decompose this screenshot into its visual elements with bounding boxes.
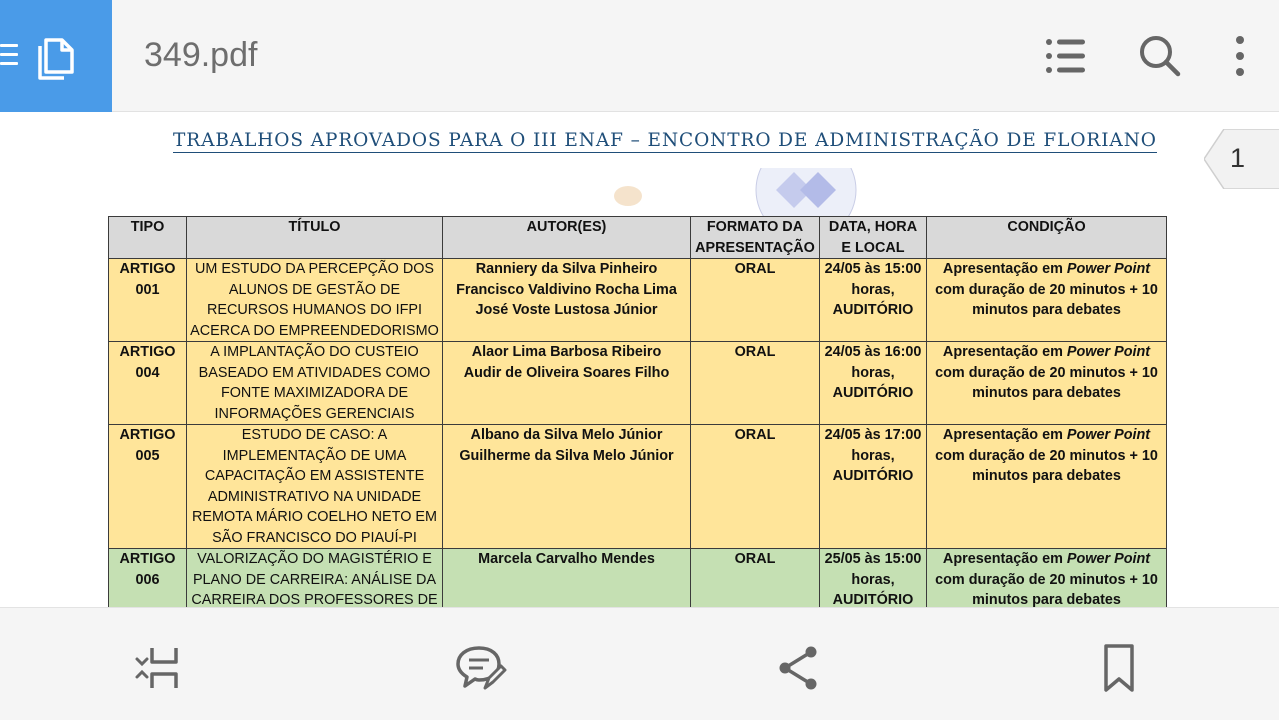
condition-software: Power Point — [1066, 551, 1151, 567]
header-titulo: TÍTULO — [187, 217, 443, 259]
navigation-drawer-button[interactable] — [0, 0, 112, 112]
menu-icon[interactable] — [0, 44, 18, 68]
share-icon[interactable] — [775, 644, 823, 692]
cell-tipo: ARTIGO 004 — [109, 342, 187, 425]
author-name: Ranniery da Silva Pinheiro — [475, 261, 658, 277]
fit-page-icon[interactable] — [134, 644, 182, 692]
cell-tipo: ARTIGO 001 — [109, 259, 187, 342]
cell-formato: ORAL — [691, 342, 820, 425]
header-tipo: TIPO — [109, 217, 187, 259]
cell-formato: ORAL — [691, 549, 820, 608]
cell-titulo: ESTUDO DE CASO: A IMPLEMENTAÇÃO DE UMA CAPACITAÇÃO EM ASSISTENTE ADMINISTRATIVO NA UNIDADE REMOTA MÁRIO COELHO NETO EM SÃO FRANCISCO DO PIAUÍ-PI — [187, 425, 443, 549]
header-condicao: CONDIÇÃO — [927, 217, 1167, 259]
cell-titulo: UM ESTUDO DA PERCEPÇÃO DOS ALUNOS DE GESTÃO DE RECURSOS HUMANOS DO IFPI ACERCA DO EMPREENDEDORISMO — [187, 259, 443, 342]
cell-titulo: VALORIZAÇÃO DO MAGISTÉRIO E PLANO DE CARREIRA: ANÁLISE DA CARREIRA DOS PROFESSORES DE — [187, 549, 443, 608]
cell-data: 24/05 às 16:00 horas, AUDITÓRIO — [820, 342, 927, 425]
condition-text: com duração de 20 minutos + 10 minutos para debates — [935, 447, 1158, 484]
header-formato: FORMATO DA APRESENTAÇÃO — [691, 217, 820, 259]
list-icon[interactable] — [1044, 34, 1088, 78]
author-name: Audir de Oliveira Soares Filho — [463, 364, 670, 381]
header-autores: AUTOR(ES) — [443, 217, 691, 259]
more-vert-icon[interactable] — [1218, 34, 1262, 78]
condition-text: com duração de 20 minutos + 10 minutos para debates — [935, 364, 1158, 401]
cell-condicao — [927, 425, 1167, 549]
table-row — [109, 549, 1167, 608]
top-app-bar — [0, 0, 1279, 112]
table-row — [109, 342, 1167, 425]
cell-tipo: ARTIGO 006 — [109, 549, 187, 608]
cell-formato: ORAL — [691, 259, 820, 342]
author-name: Alaor Lima Barbosa Ribeiro — [471, 344, 662, 360]
cell-autores — [443, 342, 691, 425]
author-name: Albano da Silva Melo Júnior — [470, 427, 663, 443]
document-title: 349.pdf — [144, 36, 258, 74]
table-row — [109, 259, 1167, 342]
condition-software: Power Point — [1066, 427, 1151, 443]
search-icon[interactable] — [1138, 34, 1182, 78]
author-name: Francisco Valdivino Rocha Lima — [456, 281, 677, 298]
cell-autores — [443, 549, 691, 608]
page-number: 1 — [1230, 143, 1246, 173]
cell-condicao — [927, 549, 1167, 608]
comment-icon[interactable] — [455, 644, 507, 692]
cell-formato: ORAL — [691, 425, 820, 549]
author-name: José Voste Lustosa Júnior — [475, 302, 658, 318]
bottom-action-bar — [0, 607, 1279, 720]
author-name: Guilherme da Silva Melo Júnior — [459, 447, 674, 464]
cell-condicao — [927, 259, 1167, 342]
bookmark-icon[interactable] — [1096, 644, 1144, 692]
table-header-row — [109, 217, 1167, 259]
cell-condicao — [927, 342, 1167, 425]
cell-titulo: A IMPLANTAÇÃO DO CUSTEIO BASEADO EM ATIVIDADES COMO FONTE MAXIMIZADORA DE INFORMAÇÕES GERENCIAIS — [187, 342, 443, 425]
cell-autores — [443, 425, 691, 549]
cell-data: 24/05 às 17:00 horas, AUDITÓRIO — [820, 425, 927, 549]
cell-data: 24/05 às 15:00 horas, AUDITÓRIO — [820, 259, 927, 342]
approved-works-table — [108, 216, 1167, 607]
condition-text: Apresentação em — [942, 344, 1063, 360]
author-name: Marcela Carvalho Mendes — [478, 551, 655, 567]
condition-text: com duração de 20 minutos + 10 minutos para debates — [935, 281, 1158, 318]
condition-text: Apresentação em — [942, 427, 1063, 443]
pdf-page-view[interactable] — [0, 113, 1279, 607]
condition-software: Power Point — [1066, 261, 1151, 277]
table-row — [109, 425, 1167, 549]
condition-text: Apresentação em — [942, 551, 1063, 567]
cell-autores — [443, 259, 691, 342]
cell-data: 25/05 às 15:00 horas, AUDITÓRIO — [820, 549, 927, 608]
condition-text: Apresentação em — [942, 261, 1063, 277]
condition-software: Power Point — [1066, 344, 1151, 360]
header-data: DATA, HORA E LOCAL — [820, 217, 927, 259]
condition-text: com duração de 20 minutos + 10 minutos para debates — [935, 571, 1158, 607]
cell-tipo: ARTIGO 005 — [109, 425, 187, 549]
copy-icon[interactable] — [36, 32, 78, 80]
document-heading: TRABALHOS APROVADOS PARA O III ENAF – ENCONTRO DE ADMINISTRAÇÃO DE FLORIANO — [173, 130, 1157, 151]
